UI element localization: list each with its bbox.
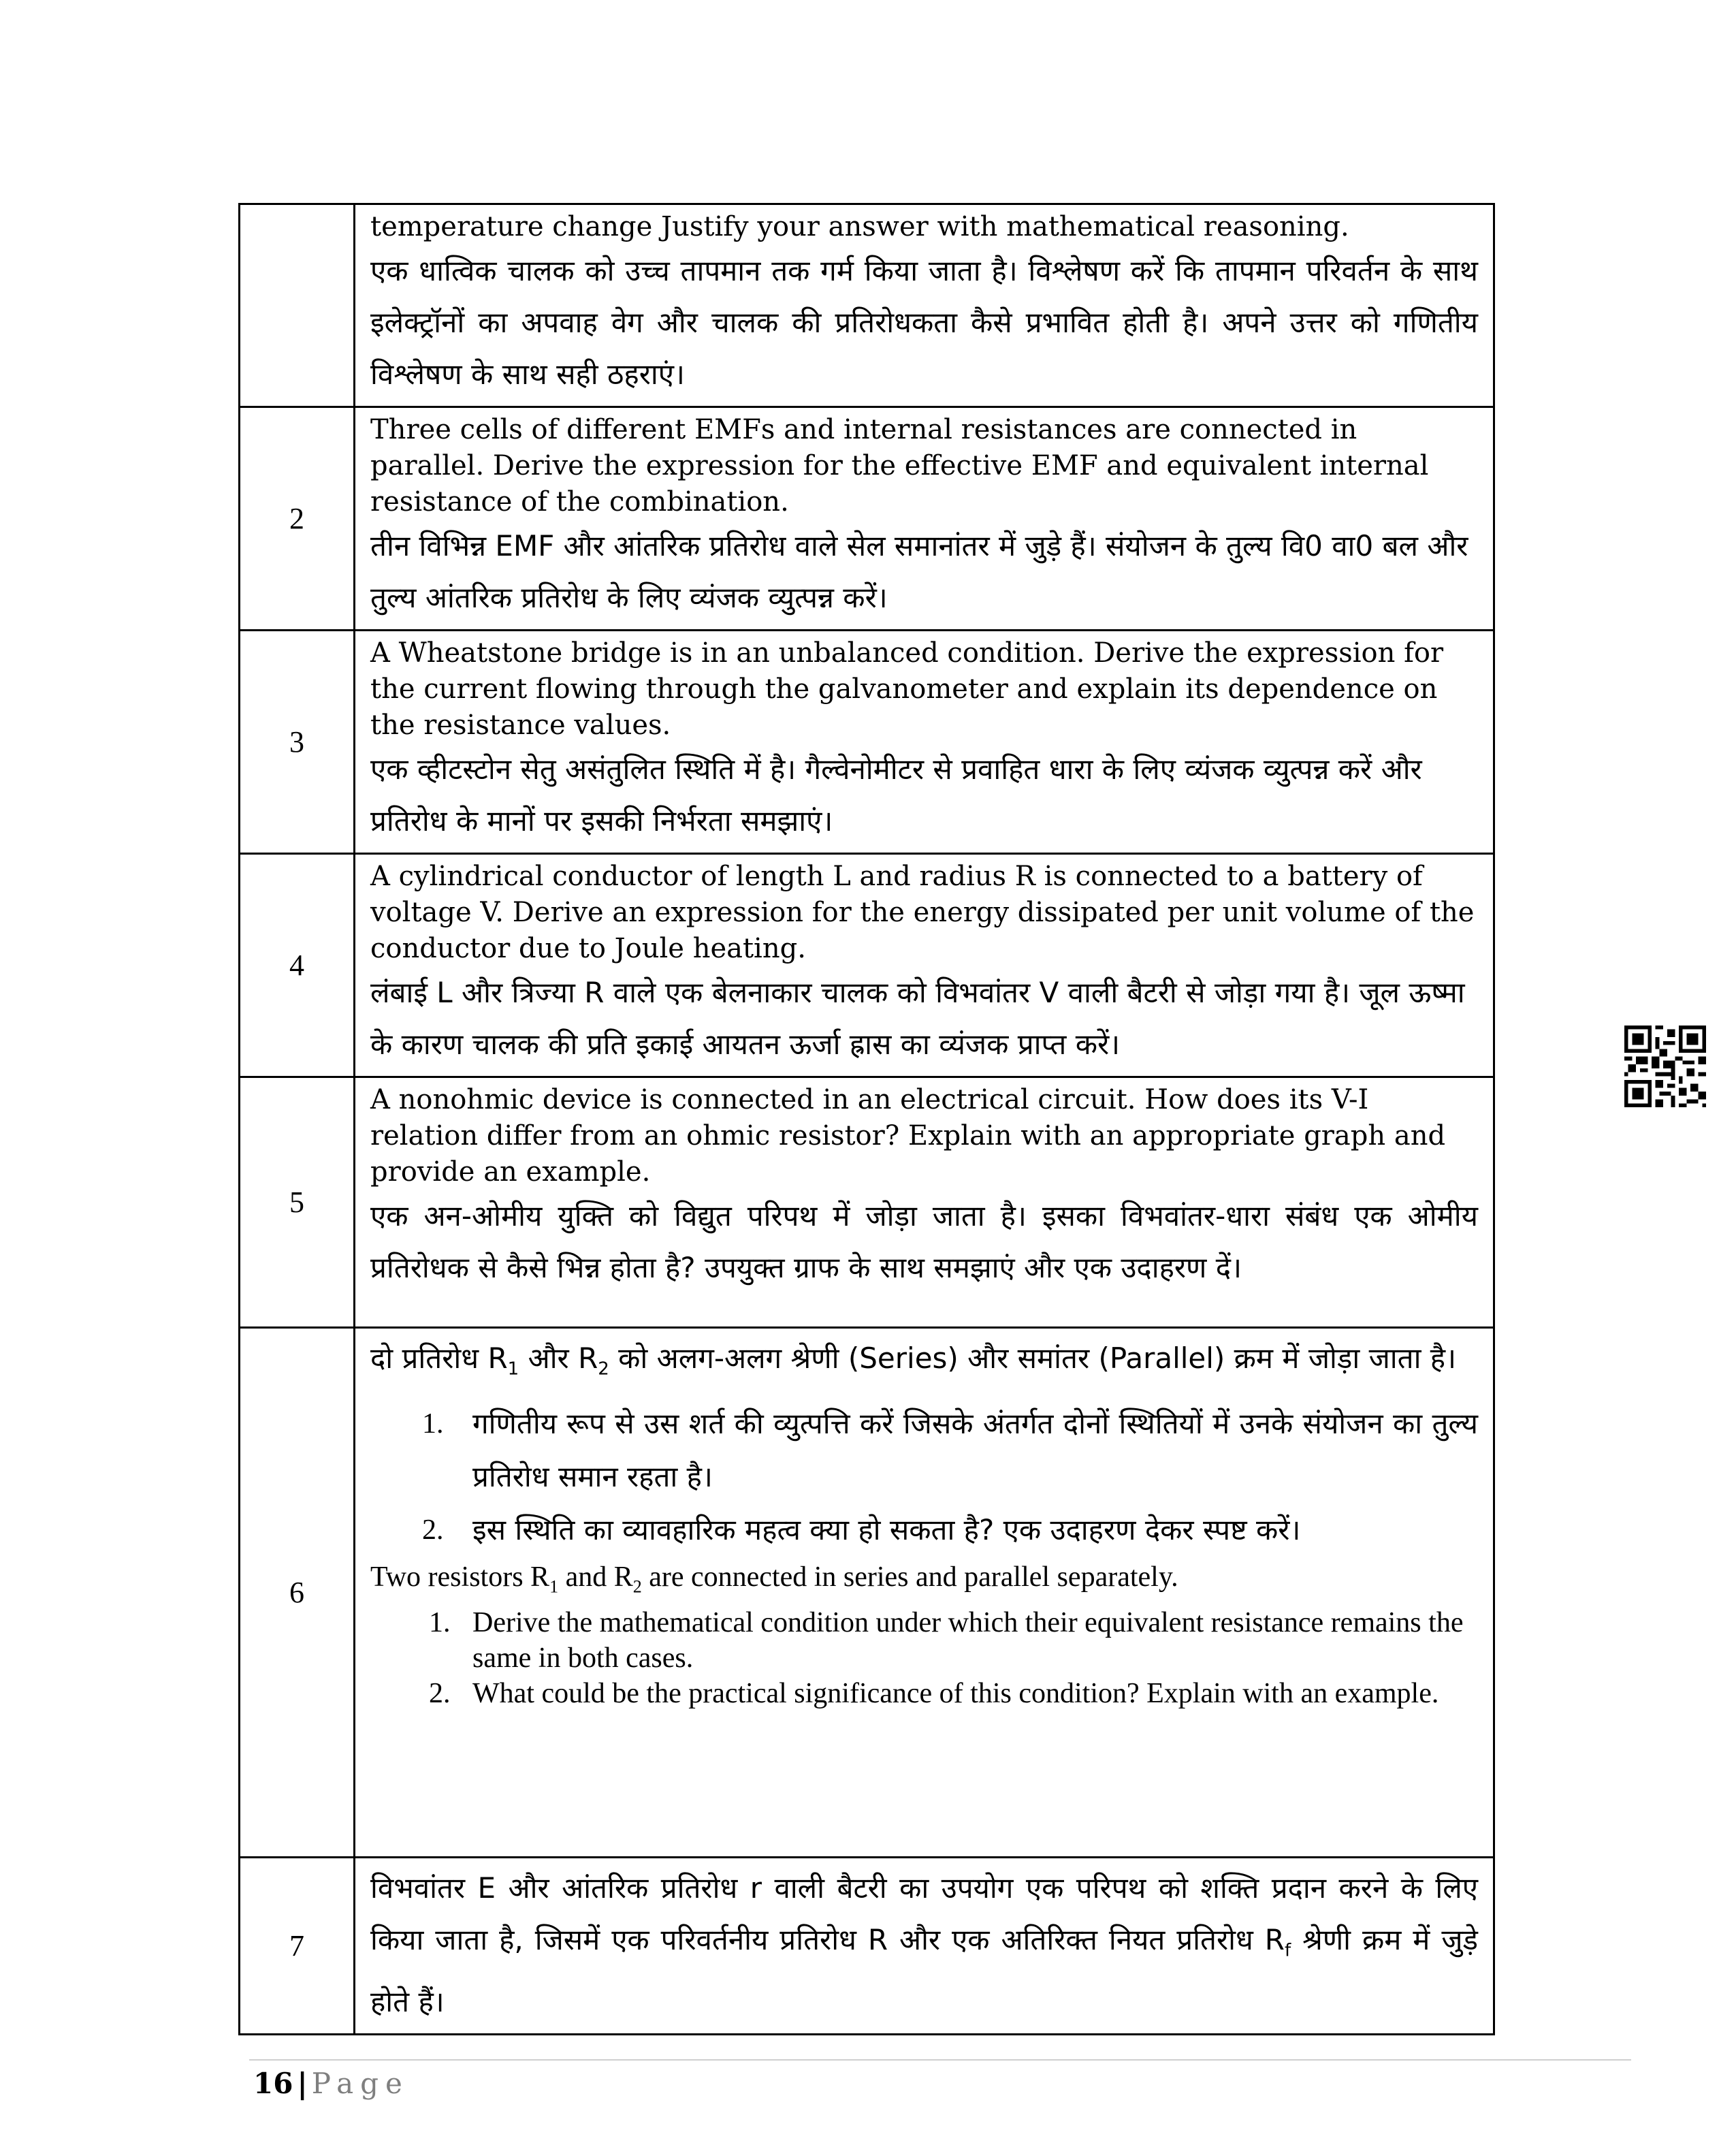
question-number: 6 bbox=[240, 1328, 355, 1858]
question-row bbox=[240, 854, 1494, 1077]
english-text: Two resistors R bbox=[370, 1561, 550, 1593]
qr-code-icon bbox=[1624, 1026, 1706, 1107]
question-english: Three cells of different EMFs and internal resistances are connected in parallel. Derive the expression for the effective EMF and equivalent internal resistance of the combination. bbox=[370, 414, 1429, 518]
question-english: A nonohmic device is connected in an electrical circuit. How does its V-I relation differ from an ohmic resistor? Explain with an appropriate graph and provide an example. bbox=[370, 1084, 1446, 1188]
question-english: A Wheatstone bridge is in an unbalanced condition. Derive the expression for the current flowing through the galvanometer and explain its dependence on the resistance values. bbox=[370, 637, 1444, 741]
question-hindi: एक अन-ओमीय युक्ति को विद्युत परिपथ में जोड़ा जाता है। इसका विभवांतर-धारा संबंध एक ओमीय प्रतिरोधक से कैसे भिन्न होता है? उपयुक्त ग्राफ के साथ समझाएं और एक उदाहरण दें। bbox=[370, 1199, 1478, 1284]
question-english: A cylindrical conductor of length L and radius R is connected to a battery of voltage V. Derive an expression for the energy dissipated per unit volume of the conductor due to Joule heating. bbox=[370, 861, 1475, 964]
questions-table bbox=[238, 203, 1495, 2035]
list-text: What could be the practical significance of this condition? Explain with an example. bbox=[472, 1677, 1439, 1709]
hindi-text: और R bbox=[519, 1341, 598, 1375]
footer-divider bbox=[249, 2059, 1631, 2061]
list-marker: 2. bbox=[422, 1514, 444, 1546]
english-text: and R bbox=[558, 1561, 633, 1593]
page-footer bbox=[253, 2063, 409, 2104]
list-marker: 1. bbox=[429, 1606, 451, 1638]
question-row bbox=[240, 204, 1494, 407]
question-number: 4 bbox=[240, 854, 355, 1077]
question-body bbox=[355, 631, 1494, 854]
list-item bbox=[422, 1504, 1478, 1557]
hindi-text: श्रेणी क्रम में जुड़े होते हैं। bbox=[370, 1923, 1478, 2019]
list-marker: 1. bbox=[422, 1408, 444, 1440]
question-row bbox=[240, 1328, 1494, 1858]
question-row bbox=[240, 1858, 1494, 2035]
hindi-text: दो प्रतिरोध R bbox=[370, 1341, 508, 1375]
subscript: f bbox=[1284, 1940, 1291, 1961]
question-hindi: तीन विभिन्न EMF और आंतरिक प्रतिरोध वाले सेल समानांतर में जुड़े हैं। संयोजन के तुल्य वि0 वा0 बल और तुल्य आंतरिक प्रतिरोध के लिए व्यंजक व्युत्पन्न करें। bbox=[370, 529, 1468, 614]
question-hindi bbox=[370, 1333, 1478, 1395]
english-text: are connected in series and parallel separately. bbox=[641, 1561, 1178, 1593]
list-item bbox=[429, 1676, 1478, 1711]
page-number: 16 bbox=[253, 2067, 293, 2100]
question-body bbox=[355, 1077, 1494, 1328]
question-english bbox=[370, 1559, 1478, 1604]
list-item bbox=[422, 1397, 1478, 1504]
list-text: Derive the mathematical condition under which their equivalent resistance remains the same in both cases. bbox=[472, 1606, 1464, 1674]
question-number bbox=[240, 204, 355, 407]
question-body bbox=[355, 1328, 1494, 1858]
question-hindi bbox=[370, 1862, 1478, 2028]
subscript: 2 bbox=[598, 1358, 609, 1380]
question-body bbox=[355, 407, 1494, 631]
footer-separator: | bbox=[297, 2067, 308, 2100]
question-body bbox=[355, 204, 1494, 407]
question-number: 5 bbox=[240, 1077, 355, 1328]
question-row bbox=[240, 1077, 1494, 1328]
question-english: temperature change Justify your answer with mathematical reasoning. bbox=[370, 211, 1349, 242]
list-item bbox=[429, 1605, 1478, 1676]
hindi-subquestion-list bbox=[370, 1397, 1478, 1557]
subscript: 1 bbox=[507, 1358, 519, 1380]
question-hindi: लंबाई L और त्रिज्या R वाले एक बेलनाकार चालक को विभवांतर V वाली बैटरी से जोड़ा गया है। जूल ऊष्मा के कारण चालक की प्रति इकाई आयतन ऊर्जा ह्रास का व्यंजक प्राप्त करें। bbox=[370, 976, 1465, 1061]
page-label: Page bbox=[311, 2067, 409, 2100]
list-marker: 2. bbox=[429, 1677, 451, 1709]
question-number: 2 bbox=[240, 407, 355, 631]
hindi-text: को अलग-अलग श्रेणी (Series) और समांतर (Parallel) क्रम में जोड़ा जाता है। bbox=[609, 1341, 1457, 1375]
question-row bbox=[240, 407, 1494, 631]
question-row bbox=[240, 631, 1494, 854]
question-hindi: एक व्हीटस्टोन सेतु असंतुलित स्थिति में है। गैल्वेनोमीटर से प्रवाहित धारा के लिए व्यंजक व्युत्पन्न करें और प्रतिरोध के मानों पर इसकी निर्भरता समझाएं। bbox=[370, 752, 1422, 838]
question-number: 3 bbox=[240, 631, 355, 854]
question-body bbox=[355, 854, 1494, 1077]
question-hindi: एक धात्विक चालक को उच्च तापमान तक गर्म किया जाता है। विश्लेषण करें कि तापमान परिवर्तन के साथ इलेक्ट्रॉनों का अपवाह वेग और चालक की प्रतिरोधकता कैसे प्रभावित होती है। अपने उत्तर को गणितीय विश्लेषण के साथ सही ठहराएं। bbox=[370, 254, 1478, 391]
list-text: गणितीय रूप से उस शर्त की व्युत्पत्ति करें जिसके अंतर्गत दोनों स्थितियों में उनके संयोजन का तुल्य प्रतिरोध समान रहता है। bbox=[472, 1407, 1478, 1494]
list-text: इस स्थिति का व्यावहारिक महत्व क्या हो सकता है? एक उदाहरण देकर स्पष्ट करें। bbox=[472, 1513, 1301, 1547]
hindi-text: विभवांतर E और आंतरिक प्रतिरोध r वाली बैटरी का उपयोग एक परिपथ को शक्ति प्रदान करने के लिए किया जाता है, जिसमें एक परिवर्तनीय प्रतिरोध R और एक अतिरिक्त नियत प्रतिरोध R bbox=[370, 1871, 1478, 1956]
subscript: 1 bbox=[549, 1576, 559, 1597]
english-subquestion-list bbox=[370, 1605, 1478, 1711]
question-body bbox=[355, 1858, 1494, 2035]
subscript: 2 bbox=[632, 1576, 642, 1597]
question-number: 7 bbox=[240, 1858, 355, 2035]
